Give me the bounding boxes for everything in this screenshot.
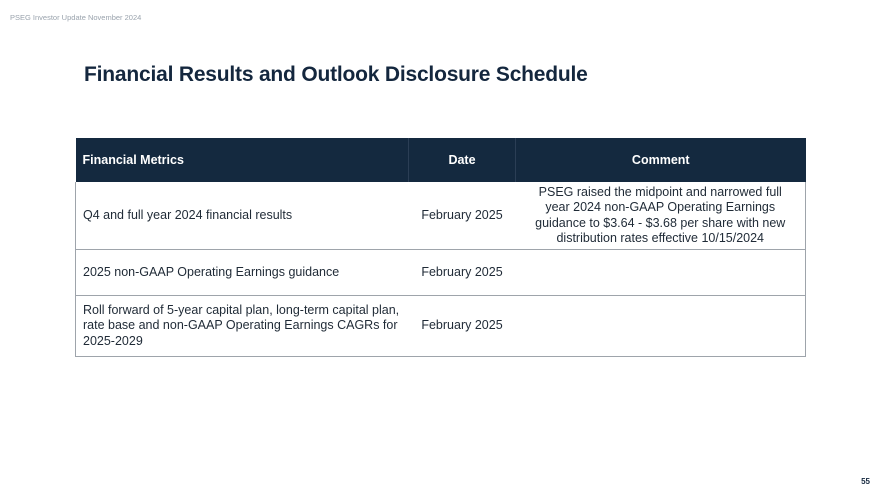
table-row [76,296,806,357]
column-header-comment: Comment [516,138,806,182]
column-header-financial-metrics: Financial Metrics [76,138,409,182]
table-row [76,182,806,250]
column-header-date: Date [409,138,516,182]
date-cell: February 2025 [409,296,516,357]
date-cell: February 2025 [409,182,516,250]
comment-cell [516,296,806,357]
table-header-row [76,138,806,182]
metric-cell: 2025 non-GAAP Operating Earnings guidance [76,250,409,296]
metric-cell: Q4 and full year 2024 financial results [76,182,409,250]
table-row [76,250,806,296]
metric-cell: Roll forward of 5-year capital plan, long-term capital plan, rate base and non-GAAP Operating Earnings CAGRs for 2025-2029 [76,296,409,357]
comment-cell: PSEG raised the midpoint and narrowed full year 2024 non-GAAP Operating Earnings guidance to $3.64 - $3.68 per share with new distribution rates effective 10/15/2024 [516,182,806,250]
disclosure-schedule-table [75,138,806,357]
page-title: Financial Results and Outlook Disclosure Schedule [84,63,588,86]
date-cell: February 2025 [409,250,516,296]
page-number: 55 [861,477,870,486]
comment-cell [516,250,806,296]
header-note: PSEG Investor Update November 2024 [10,13,142,22]
